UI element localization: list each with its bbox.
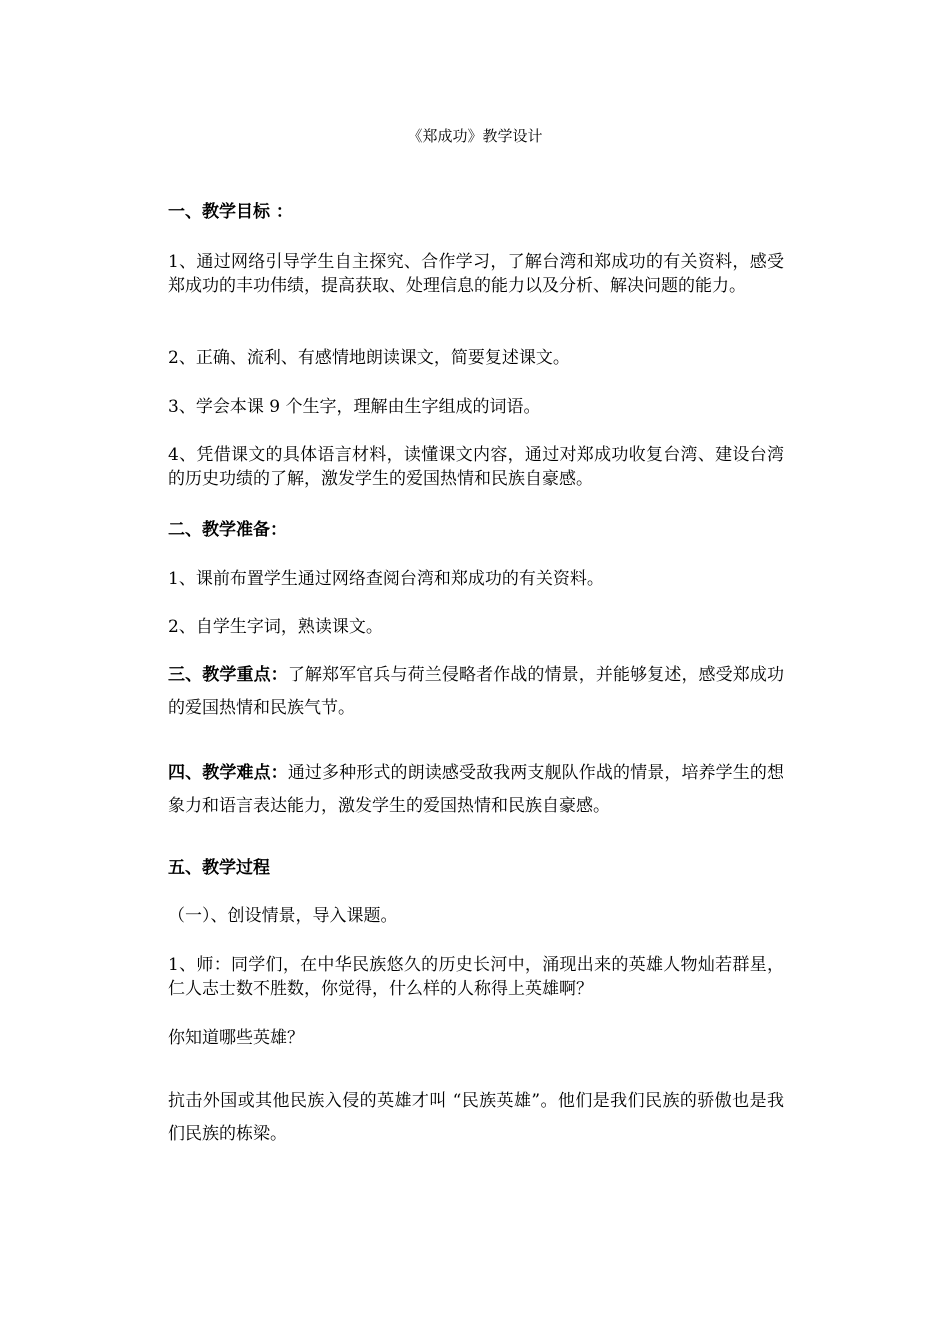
section3-text: 了解郑军官兵与荷兰侵略者作战的情景，并能够复述，感受郑成功的爱国热情和民族气节。: [168, 665, 785, 718]
process-paragraph-2: 你知道哪些英雄？: [168, 1028, 304, 1048]
document-title: 《郑成功》教学设计: [407, 127, 543, 145]
objective-3: 3、学会本课 9 个生字，理解由生字组成的词语。: [168, 397, 541, 417]
preparation-2: 2、自学生字词，熟读课文。: [168, 617, 383, 637]
section3-paragraph: [168, 659, 784, 725]
objective-2: 2、正确、流利、有感情地朗读课文，简要复述课文。: [168, 348, 570, 368]
section4-text: 通过多种形式的朗读感受敌我两支舰队作战的情景，培养学生的想象力和语言表达能力，激发学生的爱国热情和民族自豪感。: [168, 763, 785, 816]
section2-heading: 二、教学准备：: [168, 520, 287, 540]
process-subheading-1: （一）、创设情景，导入课题。: [168, 906, 398, 926]
objective-4: 4、凭借课文的具体语言材料，读懂课文内容，通过对郑成功收复台湾、建设台湾的历史功绩的了解，激发学生的爱国热情和民族自豪感。: [168, 445, 784, 489]
process-paragraph-1: 1、师：同学们，在中华民族悠久的历史长河中，涌现出来的英雄人物灿若群星，仁人志士数不胜数，你觉得，什么样的人称得上英雄啊？: [168, 955, 784, 999]
process-paragraph-3: 抗击外国或其他民族入侵的英雄才叫 “民族英雄”。他们是我们民族的骄傲也是我们民族的栋梁。: [168, 1091, 784, 1144]
section1-heading: 一、教学目标 ：: [168, 202, 293, 222]
objective-1: 1、通过网络引导学生自主探究、合作学习，了解台湾和郑成功的有关资料，感受郑成功的丰功伟绩，提高获取、处理信息的能力以及分析、解决问题的能力。: [168, 252, 784, 296]
preparation-1: 1、课前布置学生通过网络查阅台湾和郑成功的有关资料。: [168, 569, 604, 589]
section4-paragraph: [168, 757, 784, 823]
section3-heading: 三、教学重点：: [168, 665, 288, 685]
section4-heading: 四、教学难点：: [168, 763, 288, 783]
section5-heading: 五、教学过程: [168, 858, 270, 878]
